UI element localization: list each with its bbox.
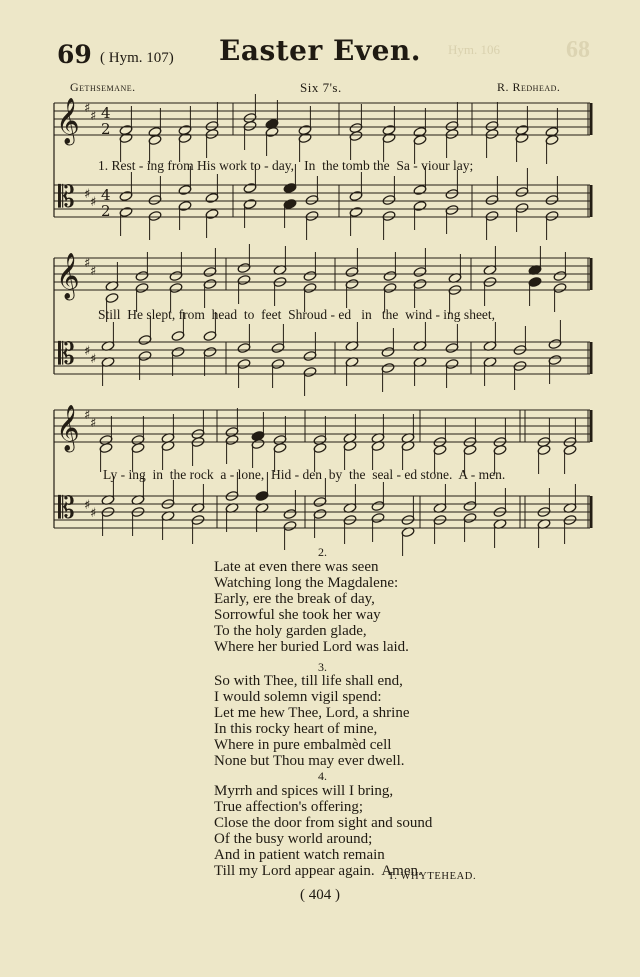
note-head xyxy=(205,128,219,139)
time-signature: 4 xyxy=(101,186,111,204)
sharp-icon: ♯ xyxy=(90,109,97,124)
note-head xyxy=(485,210,499,221)
note-head xyxy=(485,128,499,139)
verse-4-line-2: True affection's offering; xyxy=(214,799,364,815)
sharp-icon: ♯ xyxy=(84,101,91,116)
verse-3-line-4: In this rocky heart of mine, xyxy=(214,721,378,737)
note-head xyxy=(349,190,363,201)
note-head xyxy=(243,182,257,193)
verse-2-line-2: Watching long the Magdalene: xyxy=(214,575,399,591)
sharp-icon: ♯ xyxy=(84,187,91,202)
time-signature: 4 xyxy=(101,104,111,122)
note-head xyxy=(313,508,327,519)
note-head xyxy=(178,200,192,211)
verse-2-line-4: Sorrowful she took her way xyxy=(214,607,381,623)
sharp-icon: ♯ xyxy=(84,344,91,359)
note-head xyxy=(382,194,396,205)
note-head xyxy=(545,210,559,221)
note-head xyxy=(383,270,397,281)
note-head xyxy=(445,358,459,369)
note-head xyxy=(237,274,251,285)
note-head xyxy=(553,270,567,281)
note-head xyxy=(485,194,499,205)
note-head xyxy=(303,350,317,361)
note-head xyxy=(445,204,459,215)
note-head xyxy=(381,362,395,373)
note-head xyxy=(105,292,119,303)
note-head xyxy=(243,120,257,131)
verse-4-line-5: And in patient watch remain xyxy=(214,847,385,863)
note-head xyxy=(383,282,397,293)
note-head xyxy=(528,276,542,287)
sharp-icon: ♯ xyxy=(84,408,91,423)
note-head xyxy=(135,282,149,293)
note-head xyxy=(545,134,559,145)
note-head xyxy=(203,346,217,357)
note-head xyxy=(271,358,285,369)
author: T. WHYTEHEAD. xyxy=(388,871,477,882)
note-head xyxy=(119,190,133,201)
note-head xyxy=(537,444,551,455)
lyric-line-1: 1. Rest - ing from His work to - day, In the tomb the Sa - viour lay; xyxy=(98,158,474,173)
note-head xyxy=(225,434,239,445)
verse-4-line-6: Till my Lord appear again. Amen. xyxy=(214,863,422,879)
note-head xyxy=(382,210,396,221)
note-head xyxy=(313,442,327,453)
sharp-icon: ♯ xyxy=(90,264,97,279)
note-head xyxy=(255,490,269,501)
note-head xyxy=(119,132,133,143)
note-head xyxy=(445,188,459,199)
verse-3-line-3: Let me hew Thee, Lord, a shrine xyxy=(214,705,410,721)
sharp-icon: ♯ xyxy=(90,195,97,210)
tune-composer: R. Redhead. xyxy=(497,80,561,94)
note-head xyxy=(463,512,477,523)
alto-clef-icon: 𝄡 xyxy=(58,180,75,215)
lyric-line-2: Still He slept, from head to feet Shroud - ed in the wind - ing sheet, xyxy=(98,307,496,322)
lyric-line-3: Ly - ing in the rock a - lone, Hid - den by the seal - ed stone. A - men. xyxy=(103,467,506,482)
time-signature: 2 xyxy=(101,120,111,138)
note-head xyxy=(148,194,162,205)
verse-3-line-5: Where in pure embalmèd cell xyxy=(214,737,392,753)
note-head xyxy=(371,512,385,523)
note-head xyxy=(413,184,427,195)
verse-3-line-6: None but Thou may ever dwell. xyxy=(214,753,405,769)
note-head xyxy=(203,266,217,277)
note-head xyxy=(381,346,395,357)
note-head xyxy=(563,444,577,455)
sharp-icon: ♯ xyxy=(90,352,97,367)
note-head xyxy=(203,330,217,341)
note-head xyxy=(413,134,427,145)
note-head xyxy=(515,202,529,213)
note-head xyxy=(119,206,133,217)
sharp-icon: ♯ xyxy=(90,416,97,431)
note-head xyxy=(99,442,113,453)
note-head xyxy=(345,278,359,289)
note-head xyxy=(305,210,319,221)
note-head xyxy=(413,278,427,289)
note-head xyxy=(515,186,529,197)
note-head xyxy=(283,182,297,193)
note-head xyxy=(313,496,327,507)
sharp-icon: ♯ xyxy=(90,506,97,521)
show-through-reference: Hym. 106 xyxy=(448,42,500,57)
note-head xyxy=(169,282,183,293)
note-head xyxy=(305,194,319,205)
verse-4-line-1: Myrrh and spices will I bring, xyxy=(214,783,394,799)
note-head xyxy=(303,282,317,293)
sharp-icon: ♯ xyxy=(84,498,91,513)
note-head xyxy=(515,132,529,143)
note-head xyxy=(178,184,192,195)
verse-2-number: 2. xyxy=(318,545,327,559)
hymn-reference: ( Hym. 107) xyxy=(100,50,174,66)
note-head xyxy=(203,278,217,289)
note-head xyxy=(148,134,162,145)
note-head xyxy=(138,334,152,345)
verse-4-line-4: Of the busy world around; xyxy=(214,831,373,847)
time-signature: 2 xyxy=(101,202,111,220)
note-head xyxy=(283,508,297,519)
verse-3-line-2: I would solemn vigil spend: xyxy=(214,689,382,705)
alto-clef-icon: 𝄡 xyxy=(58,491,75,526)
note-head xyxy=(251,438,265,449)
note-head xyxy=(148,210,162,221)
tune-name: Gethsemane. xyxy=(70,80,136,94)
note-head xyxy=(413,266,427,277)
verse-4-number: 4. xyxy=(318,769,327,783)
note-head xyxy=(548,354,562,365)
note-head xyxy=(303,270,317,281)
verse-2-line-5: To the holy garden glade, xyxy=(214,623,367,639)
note-head xyxy=(178,132,192,143)
note-head xyxy=(138,350,152,361)
note-head xyxy=(283,520,297,531)
note-head xyxy=(433,444,447,455)
note-head xyxy=(298,132,312,143)
note-head xyxy=(273,442,287,453)
tune-meter: Six 7's. xyxy=(300,80,342,95)
verse-3-line-1: So with Thee, till life shall end, xyxy=(214,673,403,689)
note-head xyxy=(243,198,257,209)
hymn-title: Easter Even. xyxy=(218,34,422,67)
note-head xyxy=(445,342,459,353)
treble-clef-icon: 𝄞 xyxy=(56,405,80,451)
treble-clef-icon: 𝄞 xyxy=(56,98,80,144)
note-head xyxy=(382,132,396,143)
note-head xyxy=(237,342,251,353)
verse-2-line-1: Late at even there was seen xyxy=(214,559,379,575)
note-head xyxy=(445,128,459,139)
treble-clef-icon: 𝄞 xyxy=(56,253,80,299)
note-head xyxy=(205,208,219,219)
note-head xyxy=(131,442,145,453)
note-head xyxy=(169,270,183,281)
note-head xyxy=(349,206,363,217)
note-head xyxy=(205,192,219,203)
note-head xyxy=(135,270,149,281)
note-head xyxy=(271,342,285,353)
note-head xyxy=(171,330,185,341)
note-head xyxy=(237,358,251,369)
note-head xyxy=(548,338,562,349)
show-through-number: 68 xyxy=(566,37,590,63)
alto-clef-icon: 𝄡 xyxy=(58,337,75,372)
note-head xyxy=(283,198,297,209)
note-head xyxy=(237,262,251,273)
note-head xyxy=(553,282,567,293)
note-head xyxy=(345,266,359,277)
note-head xyxy=(463,500,477,511)
note-head xyxy=(463,444,477,455)
verse-2-line-3: Early, ere the break of day, xyxy=(214,591,375,607)
note-head xyxy=(545,194,559,205)
note-head xyxy=(371,500,385,511)
note-head xyxy=(349,130,363,141)
note-head xyxy=(303,366,317,377)
note-head xyxy=(265,126,279,137)
note-head xyxy=(413,200,427,211)
verse-2-line-6: Where her buried Lord was laid. xyxy=(214,639,409,655)
sharp-icon: ♯ xyxy=(84,256,91,271)
page-number: ( 404 ) xyxy=(300,887,340,903)
note-head xyxy=(493,444,507,455)
verse-3-number: 3. xyxy=(318,660,327,674)
verse-4-line-3: Close the door from sight and sound xyxy=(214,815,433,831)
hymn-number: 69 xyxy=(57,40,92,69)
note-head xyxy=(171,346,185,357)
